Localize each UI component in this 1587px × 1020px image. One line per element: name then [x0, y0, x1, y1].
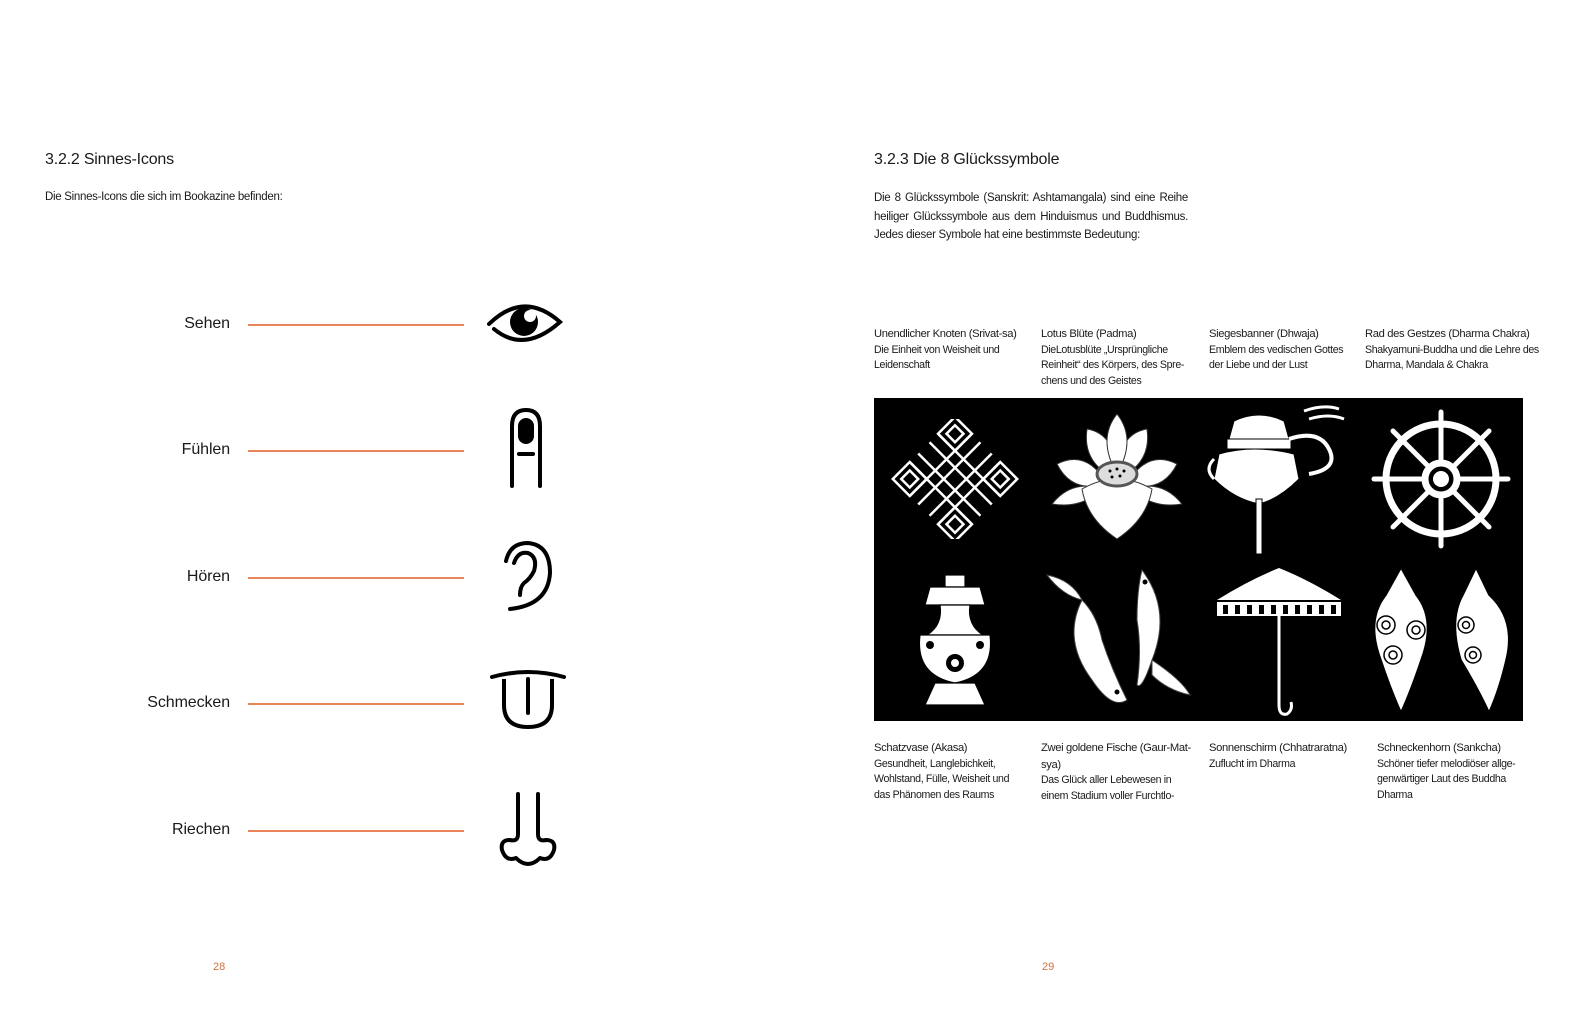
symbol-description: Shakyamuni-Buddha und die Lehre des Dharma, Mandala & Chakra — [1365, 343, 1539, 371]
golden-fish-icon — [1036, 559, 1198, 720]
ear-icon — [498, 539, 558, 615]
symbol-title: Lotus Blüte (Padma) — [1041, 328, 1137, 340]
victory-banner-icon — [1198, 398, 1360, 559]
sense-row-hoeren — [0, 537, 600, 617]
sense-label: Sehen — [184, 315, 230, 332]
left-page — [0, 0, 793, 1020]
sense-label: Schmecken — [147, 694, 230, 711]
sense-row-sehen — [0, 284, 600, 364]
symbol-title: Rad des Gestzes (Dharma Chakra) — [1365, 328, 1530, 340]
sense-row-riechen — [0, 790, 600, 870]
connector-line — [248, 450, 464, 452]
symbol-description: DieLotusblüte „Ursprüngliche Reinheit“ des Körpers, des Spre-chens und des Geistes — [1041, 343, 1185, 387]
symbol-description: Emblem des vedischen Gottes der Liebe und der Lust — [1209, 343, 1344, 371]
symbol-caption-dharma-wheel — [1365, 326, 1540, 374]
symbol-caption-parasol — [1209, 740, 1369, 772]
conch-shell-icon — [1360, 559, 1522, 720]
connector-line — [248, 577, 464, 579]
symbol-title: Zwei goldene Fische (Gaur-Mat-sya) — [1041, 742, 1191, 771]
right-page — [793, 0, 1587, 1020]
page-number: 28 — [213, 961, 226, 973]
symbol-description: Gesundheit, Langlebichkeit, Wohlstand, Fülle, Weisheit und das Phänomen des Raums — [874, 757, 1010, 801]
nose-icon — [496, 790, 560, 866]
eye-icon — [484, 298, 564, 348]
symbol-description: Schöner tiefer melodiöser allge-genwärtiger Laut des Buddha Dharma — [1377, 757, 1516, 801]
section-title: 3.2.3 Die 8 Glückssymbole — [874, 151, 1060, 168]
symbol-description: Die Einheit von Weisheit und Leidenschaft — [874, 343, 1000, 371]
symbol-title: Unendlicher Knoten (Srivat-sa) — [874, 328, 1017, 340]
finger-icon — [504, 406, 548, 490]
symbol-caption-lotus — [1041, 326, 1191, 389]
connector-line — [248, 324, 464, 326]
tongue-icon — [488, 669, 568, 733]
symbol-title: Schneckenhorn (Sankcha) — [1377, 742, 1501, 754]
sense-row-schmecken — [0, 663, 600, 743]
treasure-vase-icon — [874, 559, 1036, 720]
sense-label: Riechen — [171, 821, 230, 838]
connector-line — [248, 703, 464, 705]
sense-row-fuehlen — [0, 410, 600, 490]
symbol-title: Schatzvase (Akasa) — [874, 742, 968, 754]
dharma-wheel-icon — [1360, 398, 1522, 559]
symbols-image-panel — [874, 398, 1523, 721]
sense-label: Fühlen — [181, 441, 230, 458]
connector-line — [248, 830, 464, 832]
intro-text: Die 8 Glückssymbole (Sanskrit: Ashtamangala) sind eine Reihe heiliger Glückssymbole aus dem Hinduismus und Buddhismus. Jedes dieser Symbole hat eine bestimmste Bedeutung: — [874, 192, 1188, 241]
endless-knot-icon — [874, 398, 1036, 559]
symbol-caption-treasure-vase — [874, 740, 1024, 803]
symbol-title: Sonnenschirm (Chhatraratna) — [1209, 742, 1347, 754]
symbol-caption-endless-knot — [874, 326, 1019, 374]
intro-text: Die Sinnes-Icons die sich im Bookazine befinden: — [45, 191, 283, 203]
section-title: 3.2.2 Sinnes-Icons — [45, 151, 174, 168]
symbol-caption-golden-fish — [1041, 740, 1191, 804]
symbol-caption-victory-banner — [1209, 326, 1349, 374]
symbol-caption-conch-shell — [1377, 740, 1527, 803]
symbol-description: Zuflucht im Dharma — [1209, 757, 1296, 770]
symbol-description: Das Glück aller Lebewesen in einem Stadium voller Furchtlo- — [1041, 774, 1175, 802]
lotus-icon — [1036, 398, 1198, 559]
parasol-icon — [1198, 559, 1360, 720]
sense-label: Hören — [186, 568, 230, 585]
symbol-title: Siegesbanner (Dhwaja) — [1209, 328, 1319, 340]
page-number: 29 — [1042, 961, 1055, 973]
